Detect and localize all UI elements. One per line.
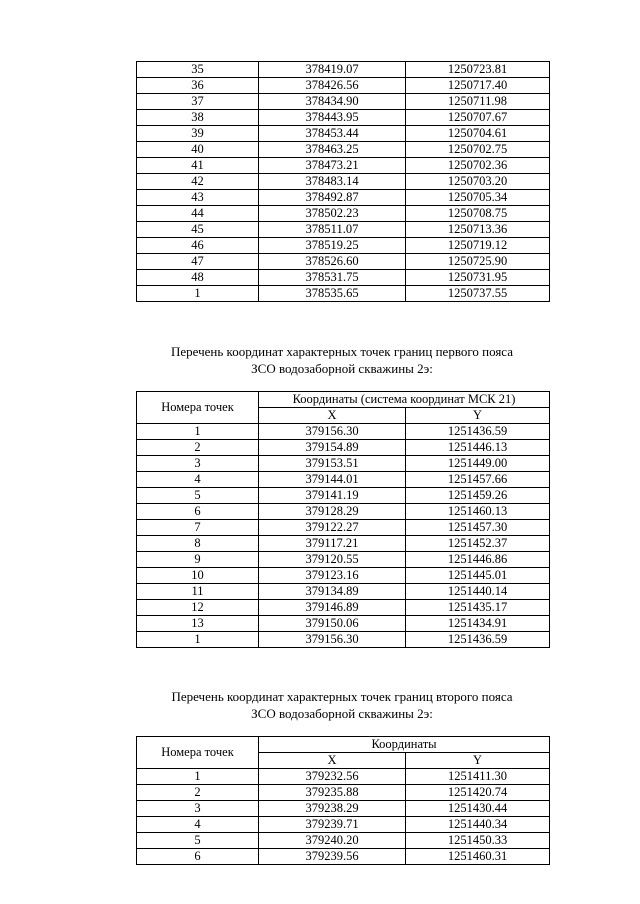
x-coordinate-cell: 379239.71	[259, 817, 406, 833]
table-row	[137, 190, 550, 206]
point-number-cell: 1	[137, 286, 259, 302]
x-coordinate-cell: 378443.95	[259, 110, 406, 126]
table-row	[137, 456, 550, 472]
point-number-cell: 12	[137, 600, 259, 616]
point-number-cell: 36	[137, 78, 259, 94]
point-number-cell: 42	[137, 174, 259, 190]
first-zone-caption	[100, 343, 584, 377]
x-coordinate-cell: 379128.29	[259, 504, 406, 520]
point-number-cell: 10	[137, 568, 259, 584]
y-coordinate-cell: 1251446.13	[406, 440, 550, 456]
point-number-cell: 8	[137, 536, 259, 552]
table-row	[137, 504, 550, 520]
table-row	[137, 769, 550, 785]
x-coordinate-cell: 378531.75	[259, 270, 406, 286]
y-coordinate-cell: 1251411.30	[406, 769, 550, 785]
x-coordinate-cell: 378492.87	[259, 190, 406, 206]
header-points: Номера точек	[137, 737, 259, 769]
y-coordinate-cell: 1251420.74	[406, 785, 550, 801]
y-coordinate-cell: 1250703.20	[406, 174, 550, 190]
header-x: X	[259, 408, 406, 424]
x-coordinate-cell: 379117.21	[259, 536, 406, 552]
point-number-cell: 35	[137, 62, 259, 78]
coordinates-table-continued	[136, 61, 550, 302]
header-x: X	[259, 753, 406, 769]
table-row	[137, 520, 550, 536]
x-coordinate-cell: 379232.56	[259, 769, 406, 785]
point-number-cell: 41	[137, 158, 259, 174]
y-coordinate-cell: 1251445.01	[406, 568, 550, 584]
x-coordinate-cell: 379156.30	[259, 632, 406, 648]
header-coordinates: Координаты (система координат МСК 21)	[259, 392, 550, 408]
y-coordinate-cell: 1251449.00	[406, 456, 550, 472]
table-row	[137, 801, 550, 817]
table-row	[137, 110, 550, 126]
y-coordinate-cell: 1251452.37	[406, 536, 550, 552]
y-coordinate-cell: 1250702.36	[406, 158, 550, 174]
table-row	[137, 600, 550, 616]
x-coordinate-cell: 379156.30	[259, 424, 406, 440]
point-number-cell: 13	[137, 616, 259, 632]
y-coordinate-cell: 1250725.90	[406, 254, 550, 270]
x-coordinate-cell: 378463.25	[259, 142, 406, 158]
table-row	[137, 142, 550, 158]
y-coordinate-cell: 1250711.98	[406, 94, 550, 110]
y-coordinate-cell: 1250717.40	[406, 78, 550, 94]
x-coordinate-cell: 379239.56	[259, 849, 406, 865]
table-row	[137, 785, 550, 801]
point-number-cell: 40	[137, 142, 259, 158]
y-coordinate-cell: 1251457.30	[406, 520, 550, 536]
table-row	[137, 552, 550, 568]
header-points: Номера точек	[137, 392, 259, 424]
point-number-cell: 11	[137, 584, 259, 600]
x-coordinate-cell: 378434.90	[259, 94, 406, 110]
y-coordinate-cell: 1250719.12	[406, 238, 550, 254]
point-number-cell: 5	[137, 833, 259, 849]
point-number-cell: 37	[137, 94, 259, 110]
table-row	[137, 424, 550, 440]
table-body	[137, 769, 550, 865]
table-row	[137, 158, 550, 174]
y-coordinate-cell: 1251436.59	[406, 424, 550, 440]
x-coordinate-cell: 379154.89	[259, 440, 406, 456]
point-number-cell: 47	[137, 254, 259, 270]
table-row	[137, 536, 550, 552]
x-coordinate-cell: 378453.44	[259, 126, 406, 142]
y-coordinate-cell: 1251459.26	[406, 488, 550, 504]
y-coordinate-cell: 1251440.14	[406, 584, 550, 600]
table-body	[137, 424, 550, 648]
header-coordinates: Координаты	[259, 737, 550, 753]
table-row	[137, 238, 550, 254]
y-coordinate-cell: 1251450.33	[406, 833, 550, 849]
caption-line-2: ЗСО водозаборной скважины 2э:	[251, 706, 433, 721]
table-row	[137, 616, 550, 632]
y-coordinate-cell: 1250702.75	[406, 142, 550, 158]
x-coordinate-cell: 378535.65	[259, 286, 406, 302]
table-row	[137, 270, 550, 286]
point-number-cell: 39	[137, 126, 259, 142]
x-coordinate-cell: 379120.55	[259, 552, 406, 568]
x-coordinate-cell: 379238.29	[259, 801, 406, 817]
table-row	[137, 488, 550, 504]
y-coordinate-cell: 1250731.95	[406, 270, 550, 286]
x-coordinate-cell: 379122.27	[259, 520, 406, 536]
table-header	[137, 737, 550, 769]
y-coordinate-cell: 1251460.13	[406, 504, 550, 520]
table-header	[137, 392, 550, 424]
y-coordinate-cell: 1251436.59	[406, 632, 550, 648]
table-row	[137, 94, 550, 110]
point-number-cell: 48	[137, 270, 259, 286]
caption-line-2: ЗСО водозаборной скважины 2э:	[251, 361, 433, 376]
table-row	[137, 174, 550, 190]
caption-line-1: Перечень координат характерных точек границ первого пояса	[170, 344, 514, 359]
table-row	[137, 632, 550, 648]
y-coordinate-cell: 1251460.31	[406, 849, 550, 865]
point-number-cell: 6	[137, 504, 259, 520]
table-row	[137, 440, 550, 456]
x-coordinate-cell: 378419.07	[259, 62, 406, 78]
point-number-cell: 5	[137, 488, 259, 504]
x-coordinate-cell: 379123.16	[259, 568, 406, 584]
table-row	[137, 206, 550, 222]
y-coordinate-cell: 1250707.67	[406, 110, 550, 126]
table-row	[137, 222, 550, 238]
y-coordinate-cell: 1251440.34	[406, 817, 550, 833]
point-number-cell: 38	[137, 110, 259, 126]
x-coordinate-cell: 378426.56	[259, 78, 406, 94]
point-number-cell: 2	[137, 440, 259, 456]
x-coordinate-cell: 378519.25	[259, 238, 406, 254]
table-row	[137, 254, 550, 270]
y-coordinate-cell: 1250708.75	[406, 206, 550, 222]
table-row	[137, 62, 550, 78]
table-row	[137, 286, 550, 302]
table-row	[137, 817, 550, 833]
table-row	[137, 849, 550, 865]
y-coordinate-cell: 1250713.36	[406, 222, 550, 238]
y-coordinate-cell: 1250737.55	[406, 286, 550, 302]
x-coordinate-cell: 379144.01	[259, 472, 406, 488]
point-number-cell: 4	[137, 472, 259, 488]
x-coordinate-cell: 378502.23	[259, 206, 406, 222]
first-zone-coordinates-table	[136, 391, 550, 648]
point-number-cell: 6	[137, 849, 259, 865]
y-coordinate-cell: 1251430.44	[406, 801, 550, 817]
second-zone-caption	[100, 688, 584, 722]
y-coordinate-cell: 1251435.17	[406, 600, 550, 616]
x-coordinate-cell: 379240.20	[259, 833, 406, 849]
point-number-cell: 43	[137, 190, 259, 206]
table-row	[137, 584, 550, 600]
y-coordinate-cell: 1251434.91	[406, 616, 550, 632]
point-number-cell: 3	[137, 456, 259, 472]
point-number-cell: 45	[137, 222, 259, 238]
x-coordinate-cell: 378473.21	[259, 158, 406, 174]
x-coordinate-cell: 378511.07	[259, 222, 406, 238]
x-coordinate-cell: 378526.60	[259, 254, 406, 270]
table-row	[137, 833, 550, 849]
x-coordinate-cell: 379141.19	[259, 488, 406, 504]
y-coordinate-cell: 1250705.34	[406, 190, 550, 206]
point-number-cell: 9	[137, 552, 259, 568]
y-coordinate-cell: 1250704.61	[406, 126, 550, 142]
point-number-cell: 1	[137, 769, 259, 785]
table-row	[137, 78, 550, 94]
point-number-cell: 3	[137, 801, 259, 817]
header-y: Y	[406, 408, 550, 424]
table-row	[137, 126, 550, 142]
point-number-cell: 1	[137, 632, 259, 648]
y-coordinate-cell: 1251457.66	[406, 472, 550, 488]
y-coordinate-cell: 1251446.86	[406, 552, 550, 568]
x-coordinate-cell: 379134.89	[259, 584, 406, 600]
table-body	[137, 62, 550, 302]
x-coordinate-cell: 378483.14	[259, 174, 406, 190]
point-number-cell: 2	[137, 785, 259, 801]
x-coordinate-cell: 379153.51	[259, 456, 406, 472]
x-coordinate-cell: 379146.89	[259, 600, 406, 616]
point-number-cell: 1	[137, 424, 259, 440]
table-row	[137, 472, 550, 488]
y-coordinate-cell: 1250723.81	[406, 62, 550, 78]
x-coordinate-cell: 379235.88	[259, 785, 406, 801]
table-row	[137, 568, 550, 584]
point-number-cell: 4	[137, 817, 259, 833]
point-number-cell: 46	[137, 238, 259, 254]
header-y: Y	[406, 753, 550, 769]
point-number-cell: 7	[137, 520, 259, 536]
second-zone-coordinates-table	[136, 736, 550, 865]
x-coordinate-cell: 379150.06	[259, 616, 406, 632]
caption-line-1: Перечень координат характерных точек границ второго пояса	[171, 689, 513, 704]
point-number-cell: 44	[137, 206, 259, 222]
